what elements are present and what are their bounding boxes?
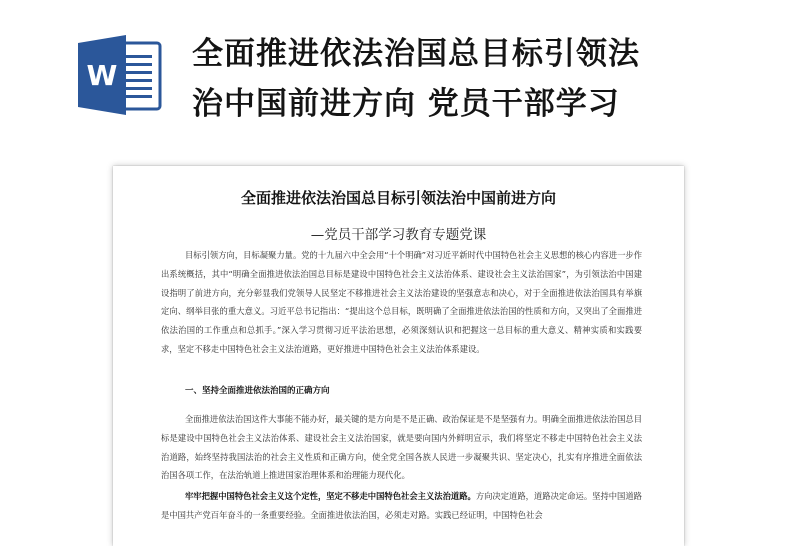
paragraph-section1: 全面推进依法治国这件大事能不能办好，最关键的是方向是不是正确、政治保证是不是坚强有力。明确全面推进依法治国总目标是建设中国特色社会主义法治体系、建设社会主义法治国家，就是要向国内外鲜明宣示，我们将坚定不移走中国特色社会主义法治道路，始终坚持我国法治的社会主义性质和正确方向，使全党全国各族人民进一步凝聚共识、坚定决心，扎实有序推进全面依法治国各项工作，在法治轨道上推进国家治理体系和治理能力现代化。 <box>161 414 642 481</box>
banner-title-line-2: 治中国前进方向 党员干部学习 <box>192 86 620 122</box>
document-page <box>113 166 684 546</box>
banner-title-line-1: 全面推进依法治国总目标引领法 <box>192 36 640 72</box>
document-subtitle: —党员干部学习教育专题党课 <box>310 227 487 243</box>
banner-header <box>0 0 800 160</box>
paragraph-road-lead: 牢牢把握中国特色社会主义这个定性，坚定不移走中国特色社会主义法治道路。 <box>185 491 476 501</box>
paragraph-road-body: 方向决定道路，道路决定命运。坚持中国道路是中国共产党百年奋斗的一条重要经验。全面推进依法治国，必须走对路。实践已经证明，中国特色社会 <box>161 491 642 520</box>
word-icon <box>76 33 164 117</box>
document-title: 全面推进依法治国总目标引领法治中国前进方向 <box>240 189 556 207</box>
paragraph-road <box>161 487 642 525</box>
word-icon-letter: W <box>86 59 118 92</box>
section-heading-1: 一、坚持全面推进依法治国的正确方向 <box>185 386 330 396</box>
paragraph-intro: 目标引领方向，目标凝聚力量。党的十九届六中全会用“十个明确”对习近平新时代中国特色社会主义思想的核心内容进一步作出系统概括，其中“明确全面推进依法治国总目标是建设中国特色社会主义法治体系、建设社会主义法治国家”，为引领法治中国建设指明了前进方向，充分彰显我们党领导人民坚定不移推进社会主义法治建设的坚强意志和决心，对于全面推进依法治国具有举旗定向、纲举目张的重大意义。习近平总书记指出：“提出这个总目标，既明确了全面推进依法治国的性质和方向，又突出了全面推进依法治国的工作重点和总抓手。”深入学习贯彻习近平法治思想，必须深刻认识和把握这一总目标的重大意义、精神实质和实践要求，坚定不移走中国特色社会主义法治道路，更好推进中国特色社会主义法治体系建设。 <box>161 250 642 354</box>
